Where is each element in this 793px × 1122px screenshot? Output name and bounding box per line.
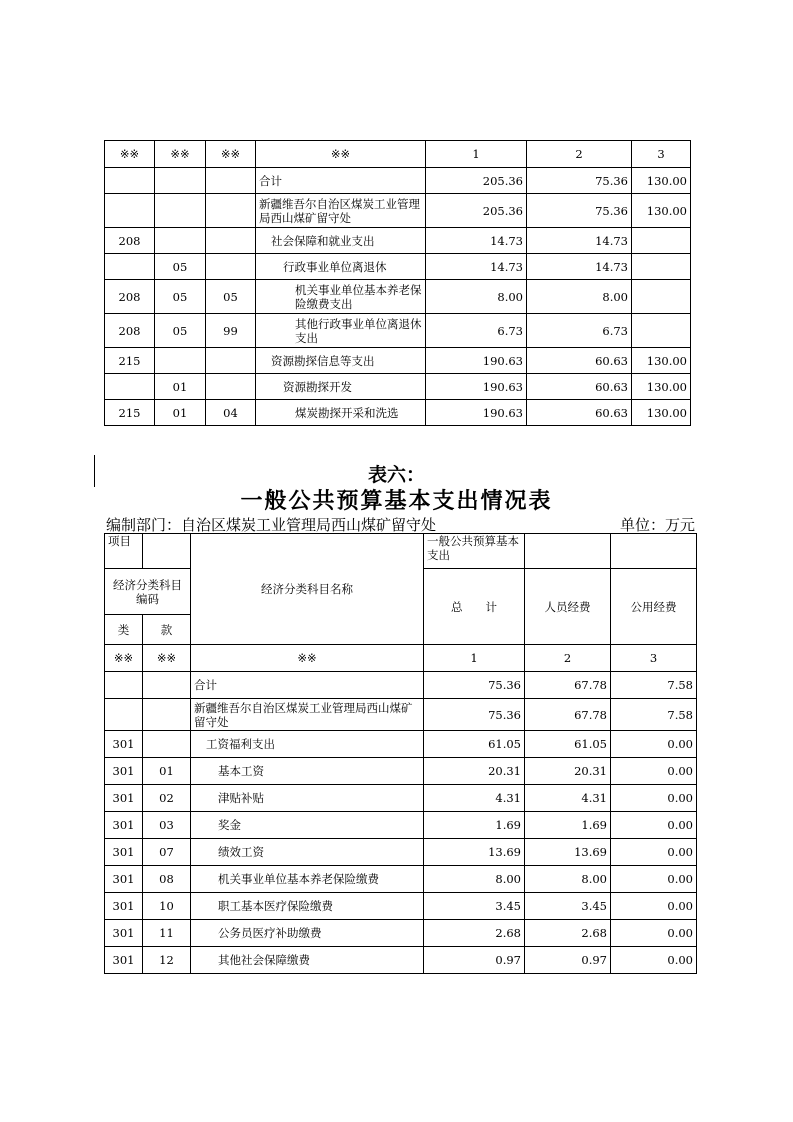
subject-name-cell: 资源勘探开发	[256, 374, 426, 400]
total-cell: 1.69	[424, 812, 525, 839]
item-code-cell	[206, 348, 256, 374]
empty-cell	[611, 534, 697, 569]
header-cell: 2	[527, 141, 632, 168]
header-cell: 1	[424, 645, 525, 672]
basic-expenditure-cell: 14.73	[527, 254, 632, 280]
total-cell: 14.73	[426, 228, 527, 254]
total-cell: 190.63	[426, 374, 527, 400]
category-code-cell: 301	[105, 758, 143, 785]
total-cell: 13.69	[424, 839, 525, 866]
table-row	[105, 866, 697, 893]
category-code-cell	[105, 254, 155, 280]
category-code-cell: 301	[105, 785, 143, 812]
subject-name-cell: 行政事业单位离退休	[256, 254, 426, 280]
personnel-cost-cell: 67.78	[525, 672, 611, 699]
project-expenditure-cell: 130.00	[632, 194, 691, 228]
subject-name-cell: 合计	[256, 168, 426, 194]
total-cell: 6.73	[426, 314, 527, 348]
table-row	[105, 194, 691, 228]
header-cell: 1	[426, 141, 527, 168]
section-label: 表六：	[367, 464, 425, 486]
section-code-cell: 05	[155, 280, 206, 314]
total-cell: 205.36	[426, 168, 527, 194]
item-code-cell: 04	[206, 400, 256, 426]
basic-expenditure-table	[104, 533, 697, 974]
category-code-cell: 301	[105, 947, 143, 974]
section-code-cell	[155, 168, 206, 194]
table-row	[105, 758, 697, 785]
total-cell: 190.63	[426, 348, 527, 374]
total-cell: 190.63	[426, 400, 527, 426]
table-row	[105, 731, 697, 758]
header-cell: ※※	[155, 141, 206, 168]
basic-expenditure-cell: 14.73	[527, 228, 632, 254]
total-cell: 0.97	[424, 947, 525, 974]
section-code-cell	[143, 699, 191, 731]
public-cost-cell: 7.58	[611, 672, 697, 699]
header-cell: 3	[611, 645, 697, 672]
item-code-cell	[206, 194, 256, 228]
total-cell: 75.36	[424, 699, 525, 731]
public-cost-cell: 0.00	[611, 839, 697, 866]
header-cell: 2	[525, 645, 611, 672]
subject-name-cell: 其他社会保障缴费	[191, 947, 424, 974]
subject-name-cell: 新疆维吾尔自治区煤炭工业管理局西山煤矿留守处	[191, 699, 424, 731]
header-cell: ※※	[105, 645, 143, 672]
project-expenditure-cell	[632, 314, 691, 348]
subject-name-cell: 机关事业单位基本养老保险缴费支出	[256, 280, 426, 314]
total-header: 总 计	[424, 569, 525, 645]
table-row	[105, 672, 697, 699]
section-code-cell: 12	[143, 947, 191, 974]
empty-cell	[143, 534, 191, 569]
subject-name-cell: 公务员医疗补助缴费	[191, 920, 424, 947]
item-code-cell	[206, 254, 256, 280]
section-code-cell: 10	[143, 893, 191, 920]
table-row	[105, 920, 697, 947]
category-code-cell: 301	[105, 866, 143, 893]
table-row	[105, 254, 691, 280]
subject-name-cell: 工资福利支出	[191, 731, 424, 758]
category-code-cell: 301	[105, 839, 143, 866]
public-cost-cell: 0.00	[611, 785, 697, 812]
section-code-cell	[155, 348, 206, 374]
total-cell: 14.73	[426, 254, 527, 280]
subject-name-cell: 绩效工资	[191, 839, 424, 866]
header-cell: ※※	[191, 645, 424, 672]
section-code-cell: 01	[155, 374, 206, 400]
subject-name-cell: 其他行政事业单位离退休支出	[256, 314, 426, 348]
header-cell: ※※	[256, 141, 426, 168]
basic-expenditure-cell: 6.73	[527, 314, 632, 348]
personnel-cost-cell: 20.31	[525, 758, 611, 785]
header-cell: ※※	[206, 141, 256, 168]
basic-expenditure-cell: 60.63	[527, 348, 632, 374]
section-code-cell	[155, 194, 206, 228]
section-code-cell: 11	[143, 920, 191, 947]
personnel-cost-cell: 3.45	[525, 893, 611, 920]
personnel-cost-cell: 8.00	[525, 866, 611, 893]
category-code-cell: 301	[105, 812, 143, 839]
header-cell: ※※	[143, 645, 191, 672]
index-row	[105, 645, 697, 672]
section-code-cell: 01	[143, 758, 191, 785]
personnel-cost-cell: 2.68	[525, 920, 611, 947]
personnel-header: 人员经费	[525, 569, 611, 645]
section-code-cell: 03	[143, 812, 191, 839]
subject-name-cell: 新疆维吾尔自治区煤炭工业管理局西山煤矿留守处	[256, 194, 426, 228]
total-cell: 8.00	[424, 866, 525, 893]
project-expenditure-cell	[632, 228, 691, 254]
table-row	[105, 168, 691, 194]
table-row	[105, 893, 697, 920]
category-code-cell	[105, 699, 143, 731]
total-cell: 8.00	[426, 280, 527, 314]
personnel-cost-cell: 4.31	[525, 785, 611, 812]
basic-expenditure-cell: 8.00	[527, 280, 632, 314]
section-code-cell	[155, 228, 206, 254]
total-cell: 3.45	[424, 893, 525, 920]
subject-name-cell: 机关事业单位基本养老保险缴费	[191, 866, 424, 893]
personnel-cost-cell: 1.69	[525, 812, 611, 839]
subject-name-cell: 奖金	[191, 812, 424, 839]
section-code-cell	[143, 672, 191, 699]
table-row	[105, 314, 691, 348]
section-code-cell	[143, 731, 191, 758]
subject-name-cell: 煤炭勘探开采和洗选	[256, 400, 426, 426]
total-cell: 205.36	[426, 194, 527, 228]
basic-expenditure-cell: 60.63	[527, 374, 632, 400]
basic-expenditure-cell: 75.36	[527, 194, 632, 228]
category-code-cell	[105, 194, 155, 228]
section-code-cell: 05	[155, 314, 206, 348]
department-line: 编制部门：自治区煤炭工业管理局西山煤矿留守处	[106, 516, 437, 534]
group-header: 一般公共预算基本支出	[424, 534, 525, 569]
name-header: 经济分类科目名称	[191, 534, 424, 645]
page-title: 一般公共预算基本支出情况表	[240, 488, 553, 514]
category-code-cell	[105, 168, 155, 194]
personnel-cost-cell: 67.78	[525, 699, 611, 731]
total-cell: 4.31	[424, 785, 525, 812]
basic-expenditure-cell: 75.36	[527, 168, 632, 194]
public-cost-cell: 0.00	[611, 866, 697, 893]
item-code-cell: 05	[206, 280, 256, 314]
public-cost-cell: 0.00	[611, 947, 697, 974]
public-cost-cell: 0.00	[611, 893, 697, 920]
table-row	[105, 374, 691, 400]
section-code-cell: 07	[143, 839, 191, 866]
table-row	[105, 348, 691, 374]
unit-line: 单位：万元	[620, 516, 696, 534]
kuan-header: 款	[143, 615, 191, 645]
item-code-cell	[206, 374, 256, 400]
public-cost-cell: 0.00	[611, 920, 697, 947]
public-header: 公用经费	[611, 569, 697, 645]
subject-name-cell: 社会保障和就业支出	[256, 228, 426, 254]
empty-cell	[525, 534, 611, 569]
subject-name-cell: 津贴补贴	[191, 785, 424, 812]
basic-expenditure-cell: 60.63	[527, 400, 632, 426]
project-expenditure-cell	[632, 280, 691, 314]
personnel-cost-cell: 61.05	[525, 731, 611, 758]
public-cost-cell: 0.00	[611, 812, 697, 839]
lei-header: 类	[105, 615, 143, 645]
total-cell: 2.68	[424, 920, 525, 947]
subject-name-cell: 基本工资	[191, 758, 424, 785]
category-code-cell: 208	[105, 228, 155, 254]
table-row	[105, 228, 691, 254]
subject-name-cell: 职工基本医疗保险缴费	[191, 893, 424, 920]
code-header: 经济分类科目编码	[105, 569, 191, 615]
category-code-cell: 215	[105, 400, 155, 426]
total-cell: 75.36	[424, 672, 525, 699]
item-code-cell	[206, 168, 256, 194]
public-cost-cell: 7.58	[611, 699, 697, 731]
personnel-cost-cell: 13.69	[525, 839, 611, 866]
subject-name-cell: 资源勘探信息等支出	[256, 348, 426, 374]
category-code-cell: 208	[105, 314, 155, 348]
category-code-cell	[105, 374, 155, 400]
table-header-row	[105, 141, 691, 168]
subject-name-cell: 合计	[191, 672, 424, 699]
table-row	[105, 785, 697, 812]
section-code-cell: 01	[155, 400, 206, 426]
table-row	[105, 280, 691, 314]
header-cell: ※※	[105, 141, 155, 168]
category-code-cell: 208	[105, 280, 155, 314]
item-code-cell: 99	[206, 314, 256, 348]
table-row	[105, 812, 697, 839]
expenditure-table-continued	[104, 140, 691, 426]
category-code-cell: 301	[105, 731, 143, 758]
table-row	[105, 400, 691, 426]
category-code-cell: 215	[105, 348, 155, 374]
total-cell: 20.31	[424, 758, 525, 785]
project-expenditure-cell: 130.00	[632, 168, 691, 194]
project-expenditure-cell: 130.00	[632, 400, 691, 426]
project-expenditure-cell: 130.00	[632, 348, 691, 374]
public-cost-cell: 0.00	[611, 731, 697, 758]
category-code-cell	[105, 672, 143, 699]
section-code-cell: 02	[143, 785, 191, 812]
personnel-cost-cell: 0.97	[525, 947, 611, 974]
table-row	[105, 947, 697, 974]
table-row	[105, 839, 697, 866]
table-row	[105, 699, 697, 731]
section-code-cell: 05	[155, 254, 206, 280]
total-cell: 61.05	[424, 731, 525, 758]
public-cost-cell: 0.00	[611, 758, 697, 785]
category-code-cell: 301	[105, 893, 143, 920]
project-expenditure-cell: 130.00	[632, 374, 691, 400]
table-header-row	[105, 534, 697, 569]
header-cell: 3	[632, 141, 691, 168]
project-expenditure-cell	[632, 254, 691, 280]
item-code-cell	[206, 228, 256, 254]
project-header: 项目	[105, 534, 143, 569]
section-code-cell: 08	[143, 866, 191, 893]
category-code-cell: 301	[105, 920, 143, 947]
